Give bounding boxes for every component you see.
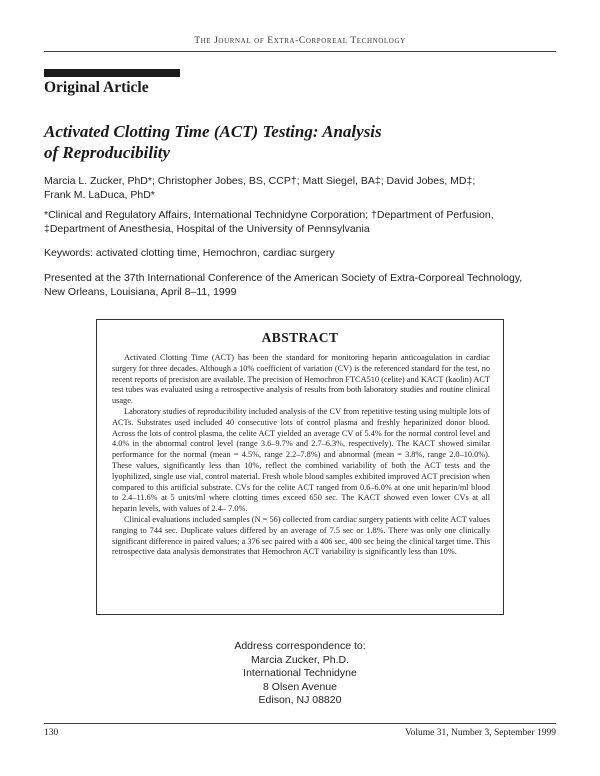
authors-line-1: Marcia L. Zucker, PhD*; Christopher Jobes, BS, CCP†; Matt Siegel, BA‡; David Jobes, MD‡; <box>44 175 476 187</box>
presented-note <box>44 272 544 299</box>
address-city: Edison, NJ 08820 <box>258 694 342 706</box>
presented-line-1: Presented at the 37th International Conference of the American Society of Extra-Corporeal Technology, <box>44 272 523 284</box>
authors-line-2: Frank M. LaDuca, PhD* <box>44 188 155 201</box>
address-street: 8 Olsen Avenue <box>263 680 337 693</box>
abstract-paragraph-3: Clinical evaluations included samples (N = 56) collected from cardiac surgery patients with celite ACT values ranging to 744 sec. Duplicate values differed by an average of 7.5 sec or 1.8%. There was only one clinically significant difference in paired values; a 376 sec paired with a 406 sec, 400 sec being the clinical target time. This retrospective data analysis demonstrates that Hemochron ACT variability is significantly less than 10%. <box>112 514 490 557</box>
title-line-2: of Reproducibility <box>44 143 171 162</box>
abstract-paragraph-2: Laboratory studies of reproducibility included analysis of the CV from repetitive testing using multiple lots of ACTs. Substrates used included 40 consecutive lots of control plasma and freshly heparinized donor blood. Across the lots of control plasma, the celite ACT yielded an average CV of 5.4% for the normal control level and 4.0% in the abnormal control level (range 3.6–9.7% and 2.7–6.3%, respectively). The KACT showed similar performance for the normal (mean = 4.5%, range 2.2–7.8%) and abnormal (mean = 3.8%, range 2.0–10.0%). These values, significantly less than 10%, reflect the combined variability of both the ACT tests and the lyophilized, single use vial, control material. Fresh whole blood samples exhibited improved ACT precision when compared to this artificial substrate. CVs for the celite ACT ranged from 0.6–6.0% at one unit heparin/ml blood to 2.4–11.6% at 5 units/ml where clotting times exceed 650 sec. The KACT showed even lower CVs at all heparin levels, with values of 2.4– 7.0%. <box>112 406 490 514</box>
address-org: International Technidyne <box>243 667 357 679</box>
header-rule <box>44 51 556 52</box>
section-label: Original Article <box>44 79 149 96</box>
footer-rule <box>44 723 556 724</box>
affiliations-line-2: ‡Department of Anesthesia, Hospital of the University of Pennsylvania <box>44 222 370 235</box>
section-bar <box>44 69 180 77</box>
keywords: Keywords: activated clotting time, Hemochron, cardiac surgery <box>44 247 335 259</box>
article-title <box>44 121 464 163</box>
title-line-1: Activated Clotting Time (ACT) Testing: Analysis <box>44 122 382 141</box>
affiliations <box>44 209 534 236</box>
presented-line-2: New Orleans, Louisiana, April 8–11, 1999 <box>44 285 237 298</box>
journal-header: The Journal of Extra-Corporeal Technology <box>194 36 406 46</box>
address-label: Address correspondence to: <box>234 640 366 652</box>
affiliations-line-1: *Clinical and Regulatory Affairs, International Technidyne Corporation; †Department of Perfusion, <box>44 209 494 221</box>
abstract-heading: ABSTRACT <box>261 330 339 345</box>
volume-info: Volume 31, Number 3, September 1999 <box>404 728 556 738</box>
abstract-body <box>112 353 490 558</box>
abstract-paragraph-1: Activated Clotting Time (ACT) has been the standard for monitoring heparin anticoagulation in cardiac surgery for three decades. Although a 10% coefficient of variation (CV) is the referenced standard for the test, no recent reports of precision are available. The precision of Hemochron FTCA510 (celite) and KACT (kaolin) ACT test tubes was evaluated using a retrospective analysis of results from both laboratory studies and routine clinical usage. <box>112 353 490 406</box>
correspondence-address <box>0 640 600 708</box>
authors <box>44 175 514 202</box>
address-name: Marcia Zucker, Ph.D. <box>250 653 350 666</box>
page-number: 130 <box>44 728 59 738</box>
